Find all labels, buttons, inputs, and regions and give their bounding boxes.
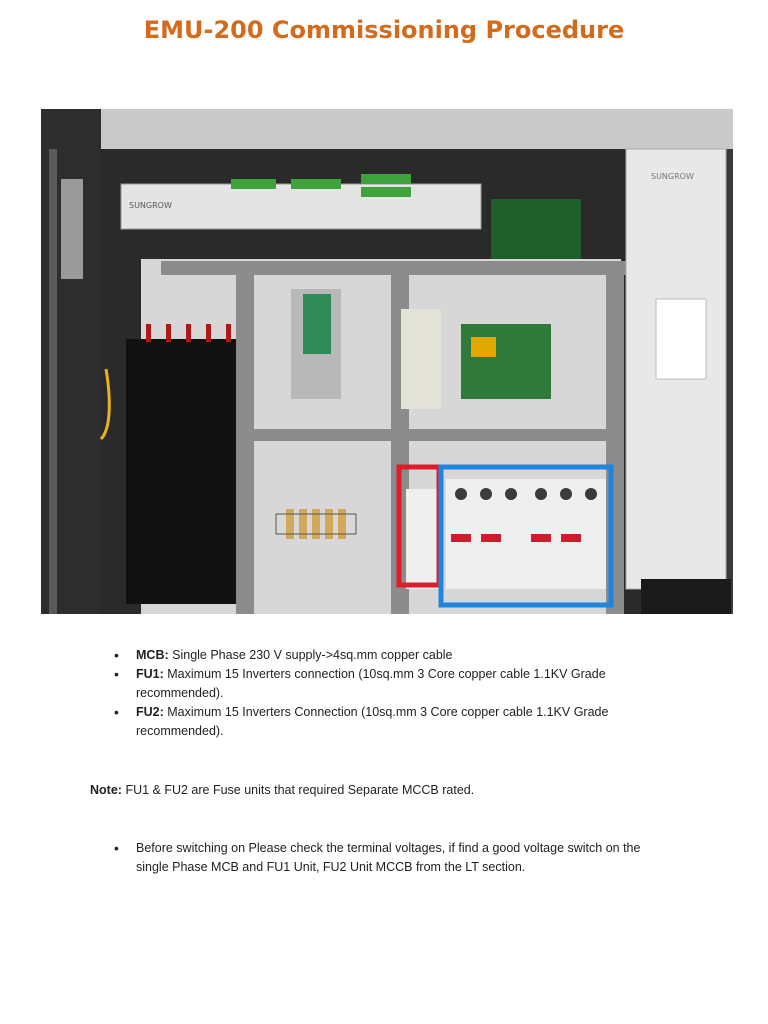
logger-brand: SUNGROW — [129, 201, 172, 210]
steps-list — [110, 839, 670, 877]
list-item: • MCB: Single Phase 230 V supply->4sq.mm copper cable — [110, 646, 670, 665]
spec-list — [110, 646, 670, 741]
list-item: • FU1: Maximum 15 Inverters connection (10sq.mm 3 Core copper cable 1.1KV Grade recommended). — [110, 665, 670, 703]
note — [90, 781, 474, 800]
list-item: • FU2: Maximum 15 Inverters Connection (10sq.mm 3 Core copper cable 1.1KV Grade recommended). — [110, 703, 670, 741]
note-label: Note: — [90, 783, 122, 797]
inverter-brand: SUNGROW — [651, 172, 694, 181]
panel-photo — [41, 109, 733, 614]
page-title: EMU-200 Commissioning Procedure — [143, 16, 625, 44]
list-item: • Before switching on Please check the terminal voltages, if find a good voltage switch on the single Phase MCB and FU1 Unit, FU2 Unit MCCB from the LT section. — [110, 839, 670, 877]
note-text: FU1 & FU2 are Fuse units that required Separate MCCB rated. — [125, 783, 475, 797]
